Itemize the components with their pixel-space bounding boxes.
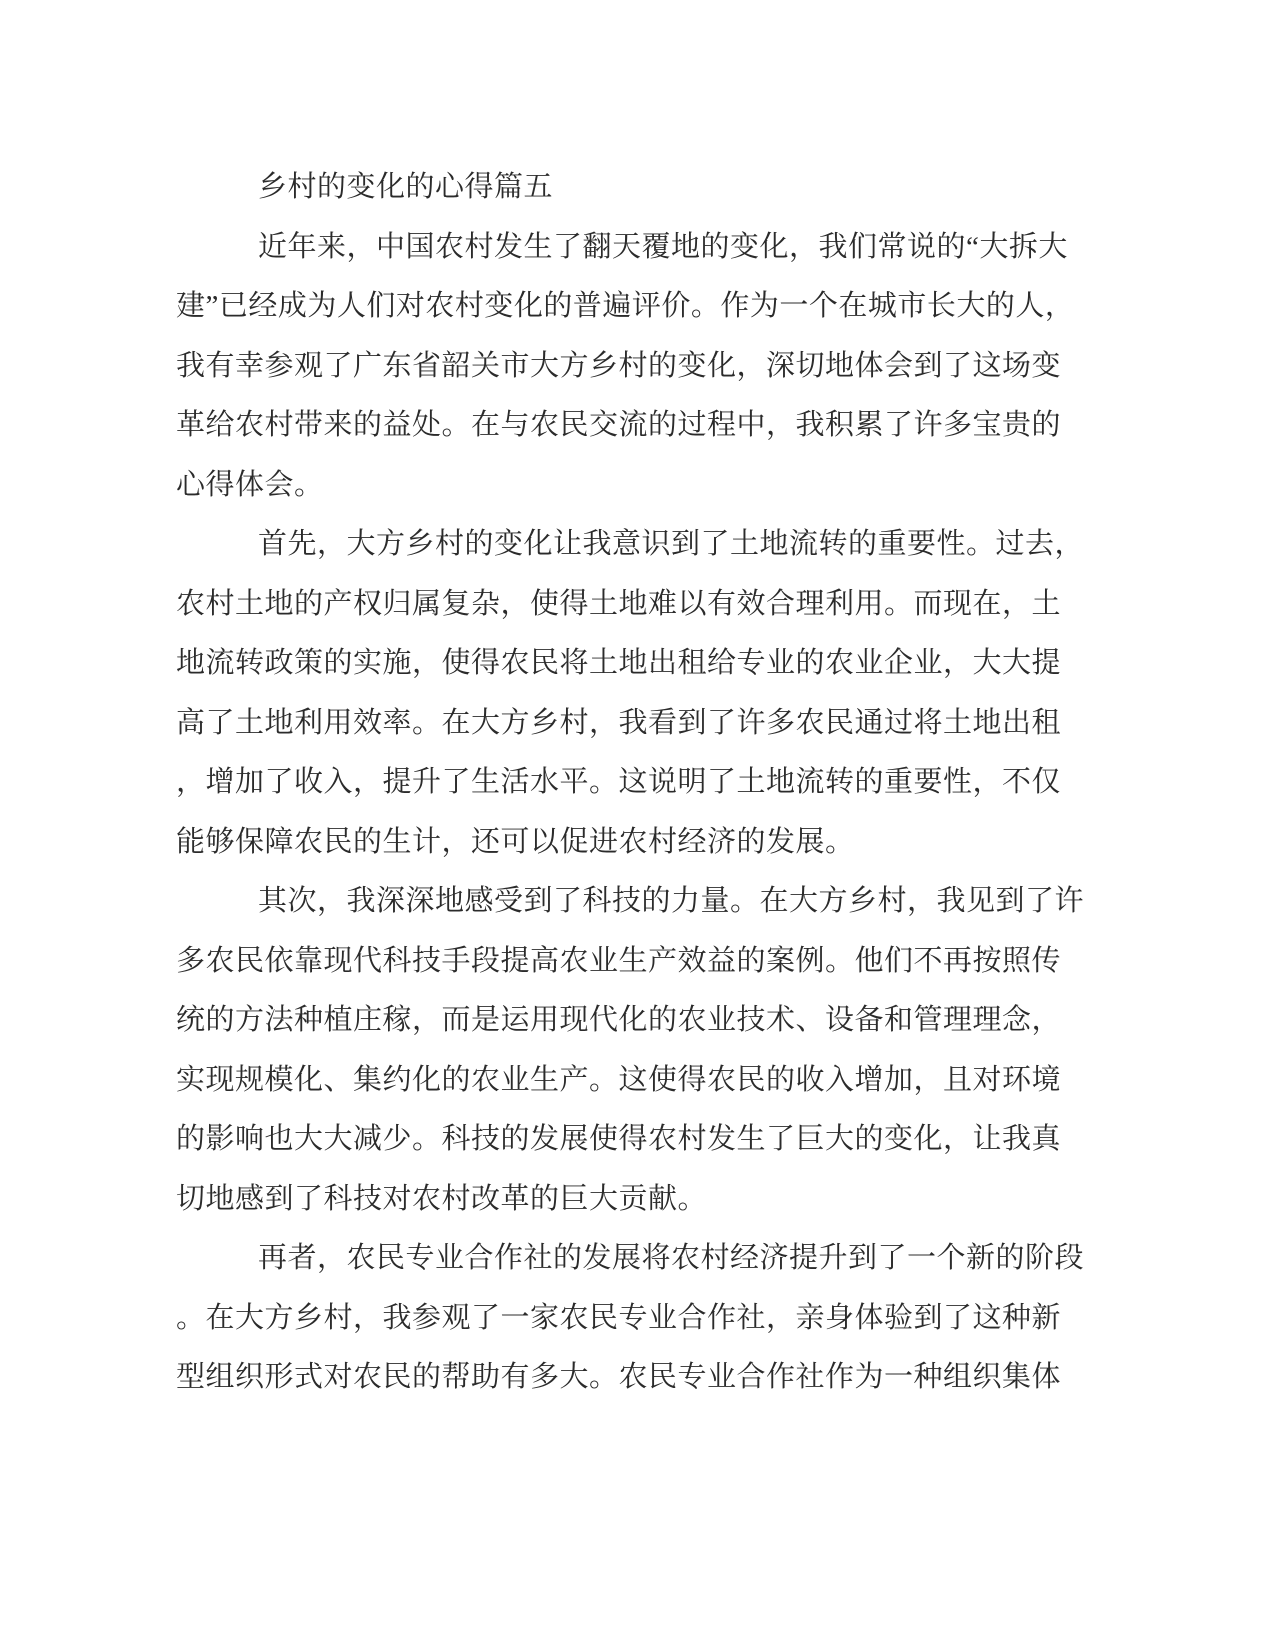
paragraph bbox=[176, 218, 1075, 516]
text-line: 再者，农民专业合作社的发展将农村经济提升到了一个新的阶段 bbox=[258, 1242, 1085, 1274]
text-line: 统的方法种植庄稼，而是运用现代化的农业技术、设备和管理理念， bbox=[176, 1004, 1062, 1036]
text-line: 建”已经成为人们对农村变化的普遍评价。作为一个在城市长大的人， bbox=[176, 290, 1075, 322]
paragraph bbox=[176, 515, 1085, 872]
text-line: 型组织形式对农民的帮助有多大。农民专业合作社作为一种组织集体 bbox=[176, 1361, 1062, 1393]
text-line: ，增加了收入，提升了生活水平。这说明了土地流转的重要性，不仅 bbox=[176, 766, 1062, 798]
text-line: 农村土地的产权归属复杂，使得土地难以有效合理利用。而现在，土 bbox=[176, 587, 1062, 620]
text-line: 切地感到了科技对农村改革的巨大贡献。 bbox=[176, 1182, 708, 1215]
text-line: 革给农村带来的益处。在与农民交流的过程中，我积累了许多宝贵的 bbox=[176, 409, 1062, 441]
text-line: 高了土地利用效率。在大方乡村，我看到了许多农民通过将土地出租 bbox=[176, 706, 1062, 739]
text-line: 实现规模化、集约化的农业生产。这使得农民的收入增加，且对环境 bbox=[176, 1063, 1062, 1096]
text-line: 地流转政策的实施，使得农民将土地出租给专业的农业企业，大大提 bbox=[176, 647, 1062, 679]
text-line: 的影响也大大减少。科技的发展使得农村发生了巨大的变化，让我真 bbox=[176, 1123, 1062, 1155]
document-title: 乡村的变化的心得篇五 bbox=[258, 171, 554, 203]
text-line: 多农民依靠现代科技手段提高农业生产效益的案例。他们不再按照传 bbox=[176, 944, 1062, 977]
text-line: 其次，我深深地感受到了科技的力量。在大方乡村，我见到了许 bbox=[258, 885, 1085, 917]
paragraph bbox=[176, 872, 1085, 1229]
text-line: 心得体会。 bbox=[176, 468, 324, 501]
paragraph bbox=[176, 1229, 1085, 1408]
text-line: 能够保障农民的生计，还可以促进农村经济的发展。 bbox=[176, 825, 855, 858]
text-line: 首先，大方乡村的变化让我意识到了土地流转的重要性。过去， bbox=[258, 528, 1085, 560]
text-line: 。在大方乡村，我参观了一家农民专业合作社，亲身体验到了这种新 bbox=[176, 1301, 1062, 1334]
text-line: 近年来，中国农村发生了翻天覆地的变化，我们常说的“大拆大 bbox=[258, 230, 1068, 263]
text-line: 我有幸参观了广东省韶关市大方乡村的变化，深切地体会到了这场变 bbox=[176, 349, 1062, 382]
